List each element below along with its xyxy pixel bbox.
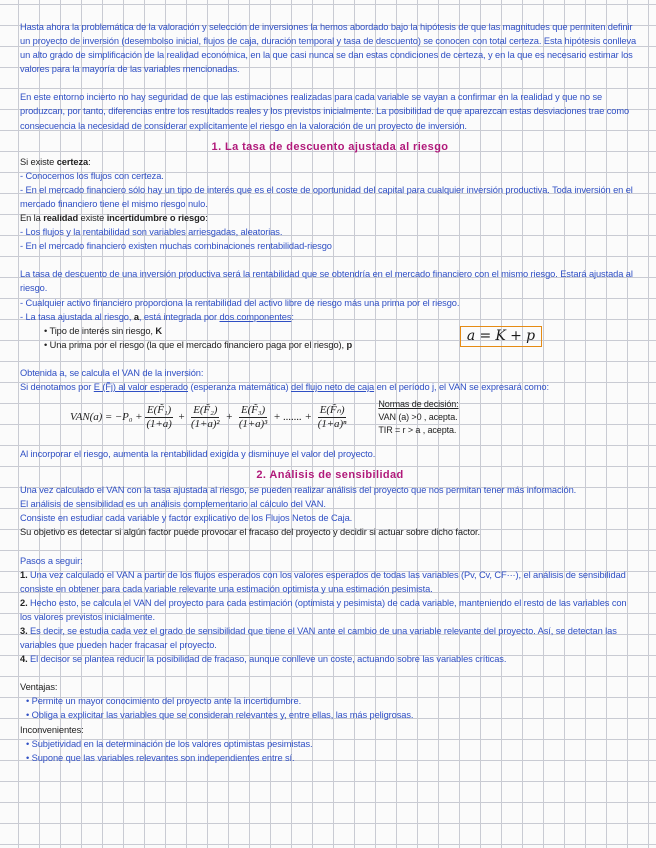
ventajas-title: Ventajas: xyxy=(20,682,58,693)
ventaja-1: • Permite un mayor conocimiento del proyecto ante la incertidumbre. xyxy=(26,696,302,707)
sensibilidad-line-3: Consiste en estudiar cada variable y factor explicativo de los Flujos Netos de Caja. xyxy=(20,513,353,524)
certeza-item-2: - En el mercado financiero sólo hay un tipo de interés que es el coste de oportunidad del capital para cualquier inversión productiva. Toda inversión en el mercado financiero tiene el mismo riesgo nulo. xyxy=(20,184,633,209)
rate-formula-box: a = K + p xyxy=(460,326,542,347)
van-term-1: $\frac{\text{E(F̃₁)}}{(1+a)}$ xyxy=(146,403,172,430)
van-term-n: $\frac{\text{E(F̃ₙ)}}{\text{(1+a)ⁿ}}$ xyxy=(317,403,347,430)
components-block xyxy=(20,324,640,352)
van-term-3: $\frac{\text{E(F̃₃)}}{\text{(1+a)³}}$ xyxy=(238,403,268,430)
section-1-title: 1. La tasa de descuento ajustada al riesgo xyxy=(211,140,449,153)
section-2-title: 2. Análisis de sensibilidad xyxy=(256,469,404,482)
pasos-title: Pasos a seguir: xyxy=(20,555,83,566)
inconvenientes-title: Inconvenientes: xyxy=(20,724,84,735)
paso-4: 4. El decisor se plantea reducir la posibilidad de fracaso, aunque conlleve un coste, actuando sobre las variables críticas. xyxy=(20,654,507,665)
section-1-closing: Al incorporar el riesgo, aumenta la rentabilidad exigida y disminuye el valor del proyecto. xyxy=(20,449,376,460)
van-equation-row xyxy=(20,394,640,440)
realidad-item-2: - En el mercado financiero existen muchas combinaciones rentabilidad-riesgo xyxy=(20,241,332,252)
certeza-word: certeza xyxy=(56,156,89,167)
tasa-item-2: - La tasa ajustada al riesgo, a, está integrada por dos componentes: xyxy=(20,311,294,322)
sensibilidad-line-2: El análisis de sensibilidad es un análisis complementario al cálculo del VAN. xyxy=(20,499,326,510)
inconveniente-2: • Supone que las variables relevantes son independientes entre sí. xyxy=(26,752,295,763)
component-1: • Tipo de interés sin riesgo, K xyxy=(44,325,162,336)
intro-paragraph-2: En este entorno incierto no hay seguridad de que las estimaciones realizadas para cada variable se vayan a confirmar en la realidad y que no se produzcan, por tanto, diferencias entre los resultados reales y los previstos inicialmente. La posibilidad de que aparezcan estas desviaciones trae como consecuencia la necesidad de considerar explícitamente el riesgo en la valoración de un proyecto de inversión. xyxy=(20,92,630,131)
van-definition: Si denotamos por E (F̃j) al valor esperado (esperanza matemática) del flujo neto de caja en el período j, el VAN se expresará como: xyxy=(20,381,549,392)
inconveniente-1: • Subjetividad en la determinación de los valores optimistas pesimistas. xyxy=(26,738,313,749)
realidad-heading: En la realidad existe incertidumbre o riesgo: xyxy=(20,213,208,224)
paso-1: 1. Una vez calculado el VAN a partir de los flujos esperados con los valores esperados de todas las variables (Pv, Cv, CF···), el análisis de sensibilidad consiste en obtener para cada variable relevante una estimación optimista y una estimación pesimista. xyxy=(20,569,626,594)
realidad-item-1: - Los flujos y la rentabilidad son variables arriesgadas, aleatorias. xyxy=(20,227,283,238)
sensibilidad-line-4: Su objetivo es detectar si algún factor puede provocar el fracaso del proyecto y decidir si actuar sobre dicho factor. xyxy=(20,527,481,538)
ventaja-2: • Obliga a explicitar las variables que se consideran relevantes y, entre ellas, las más peligrosas. xyxy=(26,710,414,721)
van-intro: Obtenida a, se calcula el VAN de la inversión: xyxy=(20,367,204,378)
tasa-paragraph: La tasa de descuento de una inversión productiva será la rentabilidad que se obtendría en el mercado financiero con el mismo riesgo. Estará ajustada al riesgo. xyxy=(20,269,633,294)
decision-rules: Normas de decisión: VAN (a) >0 , acepta. TIR = r > a , acepta. xyxy=(378,398,459,435)
van-term-2: $\frac{\text{E(F̃₂)}}{\text{(1+a)²}}$ xyxy=(191,403,220,430)
tasa-item-1: - Cualquier activo financiero proporciona la rentabilidad del activo libre de riesgo más una prima por el riesgo. xyxy=(20,297,460,308)
paso-2: 2. Hecho esto, se calcula el VAN del proyecto para cada estimación (optimista y pesimista) de cada variable, manteniendo el resto de las variables con los valores previstos inicialmente. xyxy=(20,597,627,622)
certeza-heading: Si existe certeza: xyxy=(20,156,91,167)
van-equation: VAN(a) = −P₀ + $\frac{\text{E(F̃₁)}}{(1+a)}$ + $\frac{\text{E(F̃₂)}}{\text{(1+a)²}}$ + $\frac{\text{E(F̃₃)}}{\text{(1+a)³}}$ + ....... + $\frac{\text{E(F̃ₙ)}}{\text{(1+a)ⁿ}}$ xyxy=(70,403,347,430)
sensibilidad-line-1: Una vez calculado el VAN con la tasa ajustada al riesgo, se pueden realizar análisis del proyecto que nos permitan tener más información. xyxy=(20,485,577,496)
paso-3: 3. Es decir, se estudia cada vez el grado de sensibilidad que tiene el VAN ante el cambio de una variable relevante del proyecto. Así, se detectan las variables que pueden hacer fracasar el proyecto. xyxy=(20,626,617,651)
component-2: • Una prima por el riesgo (la que el mercado financiero paga por el riesgo), p xyxy=(44,339,353,350)
intro-paragraph-1: Hasta ahora la problemática de la valoración y selección de inversiones la hemos abordado bajo la hipótesis de que las magnitudes que permiten definir un proyecto de inversión (desembolso inicial, flujos de caja, duración temporal y tasa de descuento) se conocen con total certeza. Esta hipótesis conlleva un alto grado de simplificación de la realidad económica, en la que casi nunca se dan estas condiciones de certeza, y en la que es necesario estimar los valores para la mayoría de las variables mencionadas. xyxy=(20,22,637,75)
certeza-item-1: - Conocemos los flujos con certeza. xyxy=(20,170,164,181)
notes-page xyxy=(20,20,640,765)
